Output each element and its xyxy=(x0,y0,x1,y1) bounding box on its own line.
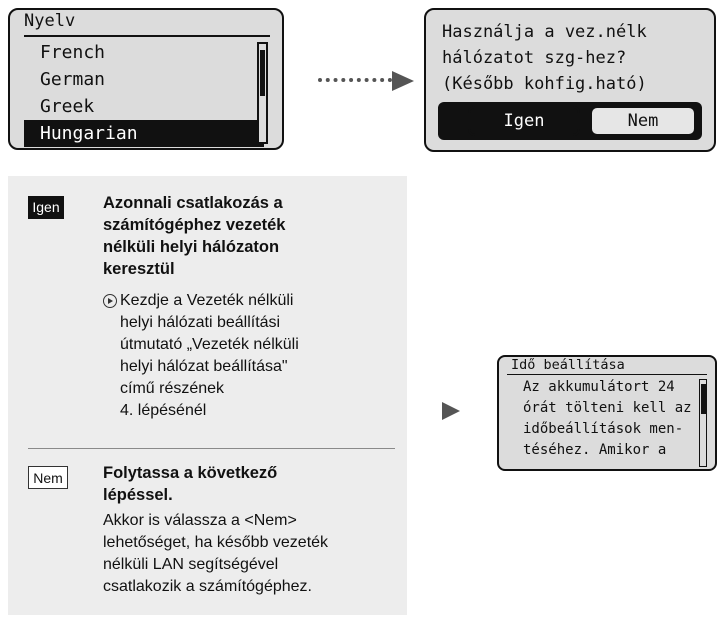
no-body-line-3: nélküli LAN segítségével xyxy=(103,556,279,573)
yes-body-line-6: 4. lépésénél xyxy=(120,402,207,419)
language-screen-title: Nyelv xyxy=(24,11,76,31)
yes-body-line-3: útmutató „Vezeték nélküli xyxy=(120,336,299,353)
time-line-1: Az akkumulátort 24 xyxy=(523,379,675,395)
time-line-2: órát tölteni kell az xyxy=(523,400,692,416)
yes-heading-line-3: nélküli helyi hálózaton xyxy=(103,238,280,256)
time-screen-title: Idő beállítása xyxy=(511,357,625,373)
no-heading-line-1: Folytassa a következő xyxy=(103,464,278,482)
flow-arrow-icon xyxy=(392,71,414,91)
yes-body-line-2: helyi hálózati beállítási xyxy=(120,314,281,331)
time-title-divider xyxy=(507,374,707,375)
language-item-german[interactable]: German xyxy=(40,69,106,90)
title-divider xyxy=(24,35,270,37)
yes-heading-line-4: keresztül xyxy=(103,260,175,278)
options-panel xyxy=(8,176,407,615)
language-select-screen xyxy=(8,8,284,150)
yes-body-line-1: Kezdje a Vezeték nélküli xyxy=(120,292,294,309)
yes-heading-line-1: Azonnali csatlakozás a xyxy=(103,194,283,212)
time-scrollbar[interactable] xyxy=(699,379,707,467)
section-divider xyxy=(28,448,395,449)
language-item-hungarian[interactable]: Hungarian xyxy=(24,120,264,147)
no-body-line-4: csatlakozik a számítógéphez. xyxy=(103,578,312,595)
question-line-3: (Később kohfig.ható) xyxy=(442,74,647,94)
yes-body-line-4: helyi hálózat beállítása" xyxy=(120,358,288,375)
next-step-arrow-icon xyxy=(442,402,460,420)
language-item-greek[interactable]: Greek xyxy=(40,96,95,117)
wireless-question-screen xyxy=(424,8,716,152)
yes-badge: Igen xyxy=(28,196,64,219)
time-scrollbar-thumb[interactable] xyxy=(701,384,706,414)
language-list xyxy=(24,39,264,147)
question-line-1: Használja a vez.nélk xyxy=(442,22,647,42)
language-scrollbar[interactable] xyxy=(257,42,268,144)
time-line-4: téséhez. Amikor a xyxy=(523,442,667,458)
no-badge: Nem xyxy=(28,466,68,489)
no-body-line-1: Akkor is válassza a <Nem> xyxy=(103,512,297,529)
language-item-french[interactable]: French xyxy=(40,42,106,63)
question-line-2: hálózatot szg-hez? xyxy=(442,48,627,68)
reference-arrow-icon xyxy=(103,294,117,308)
time-setting-screen xyxy=(497,355,717,471)
yes-button[interactable]: Igen xyxy=(468,106,580,136)
scrollbar-thumb[interactable] xyxy=(260,50,265,96)
no-heading-line-2: lépéssel. xyxy=(103,486,173,504)
yes-body-line-5: című részének xyxy=(120,380,225,397)
no-body-line-2: lehetőséget, ha később vezeték xyxy=(103,534,329,551)
no-button[interactable]: Nem xyxy=(590,106,696,136)
time-line-3: időbeállítások men- xyxy=(523,421,684,437)
yes-heading-line-2: számítógéphez vezeték xyxy=(103,216,286,234)
flow-arrow-dots xyxy=(318,78,392,82)
